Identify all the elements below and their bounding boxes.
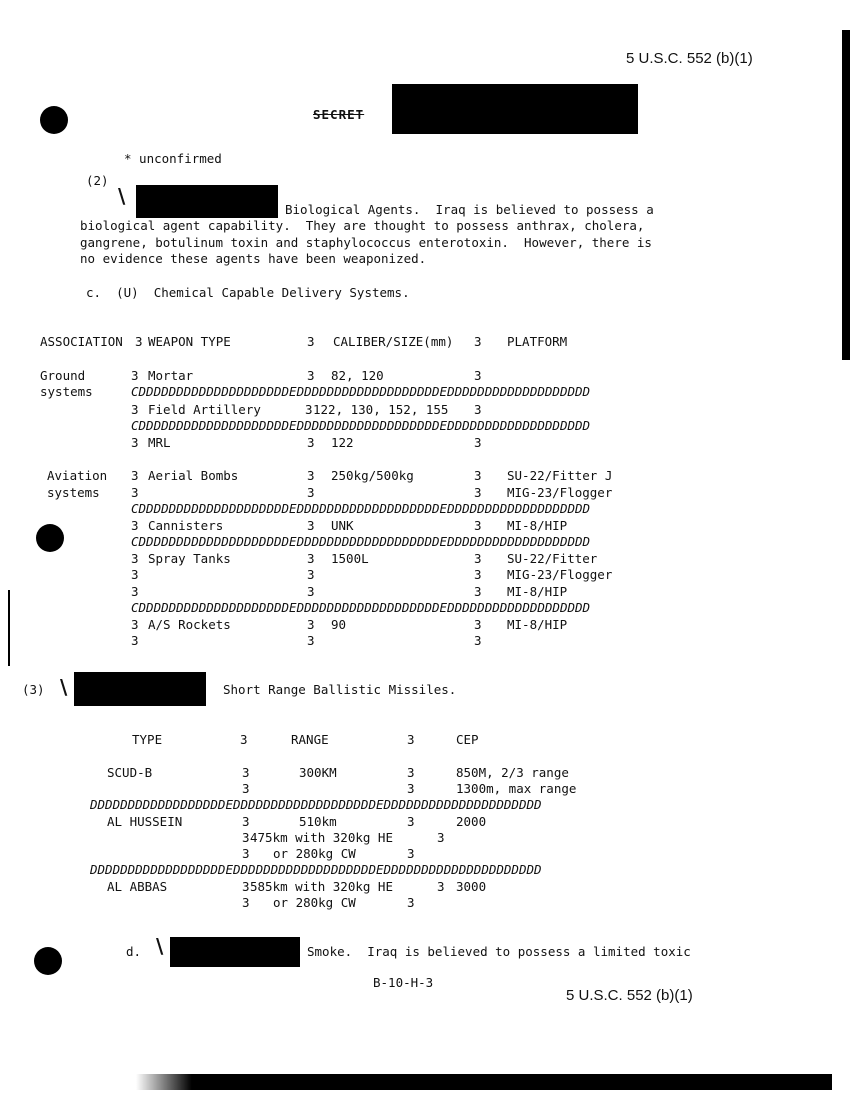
col-sep: 3 xyxy=(474,435,482,450)
cep-scud-b-2: 1300m, max range xyxy=(456,781,577,796)
exemption-bottom: 5 U.S.C. 552 (b)(1) xyxy=(566,987,693,1004)
col-sep: 3 xyxy=(474,485,482,500)
col-sep: 3 xyxy=(407,895,415,910)
association-aviation-2: systems xyxy=(47,485,100,500)
header-platform: PLATFORM xyxy=(507,334,568,349)
scan-bottom-bar xyxy=(136,1074,832,1090)
handwritten-check-mark: \ xyxy=(118,184,126,208)
association-aviation: Aviation xyxy=(47,468,108,483)
table-divider: DDDDDDDDDDDDDDDDDDEDDDDDDDDDDDDDDDDDDDEDDDDDDDDDDDDDDDDDDDDD xyxy=(90,862,542,877)
table-divider: CDDDDDDDDDDDDDDDDDDDDEDDDDDDDDDDDDDDDDDDDEDDDDDDDDDDDDDDDDDDD xyxy=(131,384,591,399)
association-ground-2: systems xyxy=(40,384,93,399)
col-sep: 3 xyxy=(131,633,139,648)
col-sep: 3 xyxy=(131,368,139,383)
col-sep: 3 xyxy=(307,368,315,383)
caliber-spray-tanks: 1500L xyxy=(331,551,369,566)
col-sep: 3 xyxy=(407,765,415,780)
col-sep: 3 xyxy=(242,830,250,845)
col-sep: 3 xyxy=(437,830,445,845)
col-sep: 3 xyxy=(407,814,415,829)
missile-header-range: RANGE xyxy=(291,732,329,747)
page-number: B-10-H-3 xyxy=(373,975,434,990)
redaction-header xyxy=(392,84,638,134)
header-association: ASSOCIATION xyxy=(40,334,123,349)
redaction-srbm xyxy=(74,672,206,706)
col-sep: 3 xyxy=(307,468,315,483)
col-sep: 3 xyxy=(131,435,139,450)
weapon-aerial-bombs: Aerial Bombs xyxy=(148,468,239,483)
punch-hole-middle xyxy=(36,524,64,552)
handwritten-check-mark: \ xyxy=(156,934,164,958)
footnote-unconfirmed: * unconfirmed xyxy=(124,151,222,166)
weapon-mrl: MRL xyxy=(148,435,171,450)
col-sep: 3 xyxy=(131,567,139,582)
col-sep: 3 xyxy=(307,485,315,500)
redaction-biological xyxy=(136,185,278,218)
col-sep: 3 xyxy=(407,732,415,747)
scan-left-mark xyxy=(8,590,10,666)
platform-mi8-hip: MI-8/HIP xyxy=(507,518,568,533)
col-sep: 3 xyxy=(131,617,139,632)
section-d-text: Smoke. Iraq is believed to possess a limited toxic xyxy=(307,944,691,959)
paragraph-marker-2: (2) xyxy=(86,173,109,188)
caliber-mortar: 82, 120 xyxy=(331,368,384,383)
bio-line-1: Biological Agents. Iraq is believed to possess a xyxy=(285,202,654,217)
weapon-spray-tanks: Spray Tanks xyxy=(148,551,231,566)
col-sep: 3 xyxy=(242,765,250,780)
col-sep: 3 xyxy=(242,895,250,910)
platform-su22-fitter-j: SU-22/Fitter J xyxy=(507,468,613,483)
col-sep: 3 xyxy=(242,781,250,796)
col-sep: 3 xyxy=(307,633,315,648)
platform-su22-fitter: SU-22/Fitter xyxy=(507,551,598,566)
platform-mig23-flogger-2: MIG-23/Flogger xyxy=(507,567,613,582)
col-sep: 3 xyxy=(240,732,248,747)
col-sep: 3 xyxy=(474,334,482,349)
col-sep: 3 xyxy=(474,518,482,533)
caliber-as-rockets: 90 xyxy=(331,617,347,632)
bio-line-2: biological agent capability. They are thought to possess anthrax, cholera, xyxy=(80,218,645,233)
cep-al-hussein: 2000 xyxy=(456,814,487,829)
caliber-mrl: 122 xyxy=(331,435,354,450)
platform-mi8-hip-2: MI-8/HIP xyxy=(507,584,568,599)
range-al-hussein-3: or 280kg CW xyxy=(273,846,356,861)
weapon-cannisters: Cannisters xyxy=(148,518,224,533)
col-sep: 3 xyxy=(131,518,139,533)
bio-line-3: gangrene, botulinum toxin and staphylococcus enterotoxin. However, there is xyxy=(80,235,652,250)
redaction-smoke xyxy=(170,937,300,967)
col-sep: 3 xyxy=(135,334,143,349)
col-sep: 3 xyxy=(131,584,139,599)
section-3-title: Short Range Ballistic Missiles. xyxy=(223,682,457,697)
weapon-as-rockets: A/S Rockets xyxy=(148,617,231,632)
exemption-top: 5 U.S.C. 552 (b)(1) xyxy=(626,50,753,67)
caliber-field-artillery: 122, 130, 152, 155 xyxy=(313,402,449,417)
weapon-mortar: Mortar xyxy=(148,368,194,383)
col-sep: 3 xyxy=(474,567,482,582)
classification-marking: SECRET xyxy=(313,107,365,122)
range-al-abbas-1: 585km with 320kg HE xyxy=(250,879,393,894)
punch-hole-top xyxy=(40,106,68,134)
col-sep: 3 xyxy=(307,551,315,566)
col-sep: 3 xyxy=(474,584,482,599)
col-sep: 3 xyxy=(474,633,482,648)
table-divider: DDDDDDDDDDDDDDDDDDEDDDDDDDDDDDDDDDDDDDEDDDDDDDDDDDDDDDDDDDDD xyxy=(90,797,542,812)
col-sep: 3 xyxy=(407,781,415,796)
scan-edge-bar xyxy=(842,30,850,360)
association-ground: Ground xyxy=(40,368,86,383)
caliber-aerial-bombs: 250kg/500kg xyxy=(331,468,414,483)
col-sep: 3 xyxy=(131,468,139,483)
punch-hole-bottom xyxy=(34,947,62,975)
cep-al-abbas: 3000 xyxy=(456,879,487,894)
weapon-field-artillery: Field Artillery xyxy=(148,402,261,417)
platform-mig23-flogger: MIG-23/Flogger xyxy=(507,485,613,500)
paragraph-marker-d: d. xyxy=(126,944,142,959)
col-sep: 3 xyxy=(474,617,482,632)
col-sep: 3 xyxy=(131,402,139,417)
bio-line-4: no evidence these agents have been weaponized. xyxy=(80,251,427,266)
col-sep: 3 xyxy=(307,518,315,533)
header-weapon-type: WEAPON TYPE xyxy=(148,334,231,349)
range-al-hussein-2: 475km with 320kg HE xyxy=(250,830,393,845)
col-sep: 3 xyxy=(242,814,250,829)
col-sep: 3 xyxy=(407,846,415,861)
table-divider: CDDDDDDDDDDDDDDDDDDDDEDDDDDDDDDDDDDDDDDDDEDDDDDDDDDDDDDDDDDDD xyxy=(131,501,591,516)
range-al-abbas-2: or 280kg CW xyxy=(273,895,356,910)
col-sep: 3 xyxy=(131,551,139,566)
platform-mi8-hip-3: MI-8/HIP xyxy=(507,617,568,632)
col-sep: 3 xyxy=(307,334,315,349)
col-sep: 3 xyxy=(437,879,445,894)
caliber-cannisters: UNK xyxy=(331,518,354,533)
missile-type-al-hussein: AL HUSSEIN xyxy=(107,814,183,829)
col-sep: 3 xyxy=(131,485,139,500)
col-sep: 3 xyxy=(242,879,250,894)
col-sep: 3 xyxy=(307,617,315,632)
handwritten-check-mark: \ xyxy=(60,675,68,699)
paragraph-marker-3: (3) xyxy=(22,682,45,697)
col-sep: 3 xyxy=(474,368,482,383)
missile-type-al-abbas: AL ABBAS xyxy=(107,879,168,894)
col-sep: 3 xyxy=(307,435,315,450)
col-sep: 3 xyxy=(474,551,482,566)
col-sep: 3 xyxy=(305,402,313,417)
missile-header-type: TYPE xyxy=(132,732,163,747)
table-divider: CDDDDDDDDDDDDDDDDDDDDEDDDDDDDDDDDDDDDDDDDEDDDDDDDDDDDDDDDDDDD xyxy=(131,534,591,549)
col-sep: 3 xyxy=(242,846,250,861)
col-sep: 3 xyxy=(307,567,315,582)
range-scud-b: 300KM xyxy=(299,765,337,780)
cep-scud-b-1: 850M, 2/3 range xyxy=(456,765,569,780)
col-sep: 3 xyxy=(307,584,315,599)
section-c-heading: c. (U) Chemical Capable Delivery Systems. xyxy=(86,285,410,300)
range-al-hussein-1: 510km xyxy=(299,814,337,829)
col-sep: 3 xyxy=(474,402,482,417)
missile-header-cep: CEP xyxy=(456,732,479,747)
header-caliber: CALIBER/SIZE(mm) xyxy=(333,334,454,349)
table-divider: CDDDDDDDDDDDDDDDDDDDDEDDDDDDDDDDDDDDDDDDDEDDDDDDDDDDDDDDDDDDD xyxy=(131,418,591,433)
col-sep: 3 xyxy=(474,468,482,483)
missile-type-scud-b: SCUD-B xyxy=(107,765,153,780)
table-divider: CDDDDDDDDDDDDDDDDDDDDEDDDDDDDDDDDDDDDDDDDEDDDDDDDDDDDDDDDDDDD xyxy=(131,600,591,615)
